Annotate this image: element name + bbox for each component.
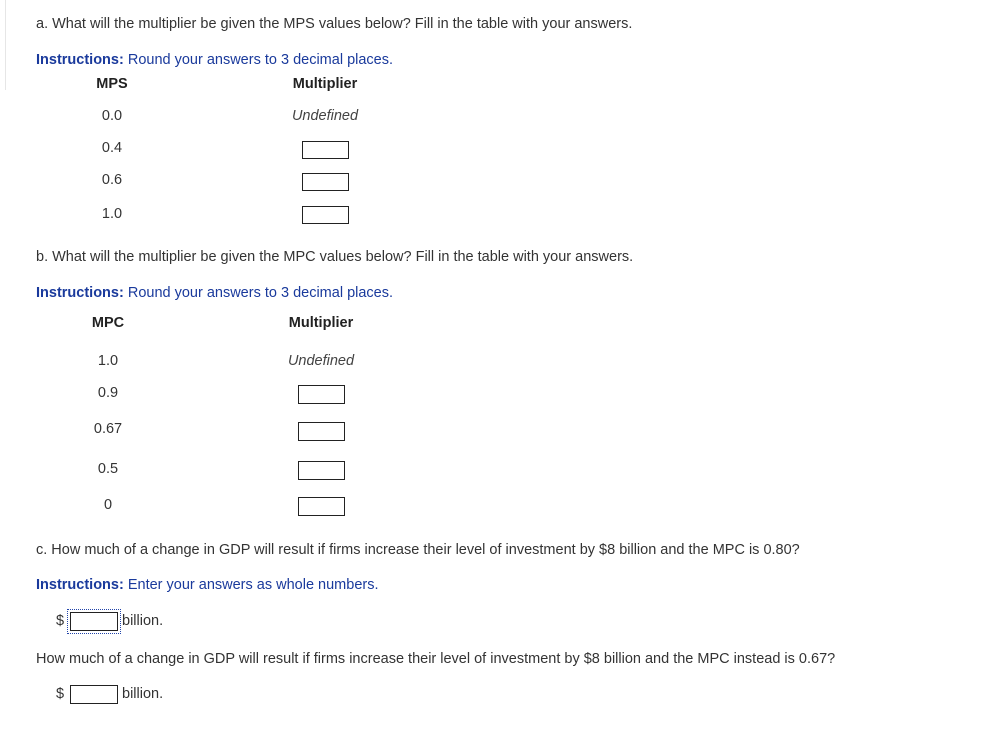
part-a-mps-value: 0.0: [101, 108, 123, 124]
part-a-instructions: [36, 52, 393, 68]
part-a-mps-value: 0.6: [101, 172, 123, 188]
part-b-mpc-header: MPC: [91, 315, 125, 331]
part-c-instructions-label: Instructions:: [36, 577, 124, 593]
part-a-undefined-text: Undefined: [291, 108, 359, 124]
part-b-question: b. What will the multiplier be given the MPC values below? Fill in the table with your answers.: [36, 249, 634, 265]
part-b-mpc-value: 0.5: [97, 461, 119, 477]
part-a-instructions-label: Instructions:: [36, 52, 124, 68]
part-c-question: c. How much of a change in GDP will result if firms increase their level of investment by $8 billion and the MPC is 0.80?: [36, 542, 800, 558]
part-b-instructions-label: Instructions:: [36, 285, 124, 301]
part-b-instructions: [36, 285, 393, 301]
part-a-multiplier-header: Multiplier: [292, 76, 358, 92]
part-a-multiplier-input[interactable]: [302, 206, 349, 224]
part-a-mps-value: 1.0: [101, 206, 123, 222]
part-b-multiplier-header: Multiplier: [288, 315, 354, 331]
part-b-instructions-text: Round your answers to 3 decimal places.: [127, 285, 394, 301]
part-b-multiplier-input[interactable]: [298, 422, 345, 441]
part-a-multiplier-input[interactable]: [302, 173, 349, 191]
unit-billion-label: billion.: [122, 686, 164, 702]
currency-symbol: $: [56, 686, 65, 702]
part-b-multiplier-input[interactable]: [298, 497, 345, 516]
part-b-mpc-value: 0.67: [93, 421, 123, 437]
currency-symbol: $: [56, 613, 65, 629]
part-c-instructions-text: Enter your answers as whole numbers.: [127, 577, 379, 593]
part-a-mps-value: 0.4: [101, 140, 123, 156]
part-c-instructions: [36, 577, 379, 593]
unit-billion-label: billion.: [122, 613, 164, 629]
part-b-mpc-value: 0: [103, 497, 113, 513]
part-b-multiplier-input[interactable]: [298, 385, 345, 404]
part-a-multiplier-input[interactable]: [302, 141, 349, 159]
left-edge-divider: [0, 0, 6, 90]
gdp-change-input-mpc-067[interactable]: [70, 685, 118, 704]
part-a-question: a. What will the multiplier be given the MPS values below? Fill in the table with your answers.: [36, 16, 633, 32]
part-a-mps-header: MPS: [96, 76, 128, 92]
part-b-mpc-value: 1.0: [97, 353, 119, 369]
part-a-instructions-text: Round your answers to 3 decimal places.: [127, 52, 394, 68]
gdp-change-input-mpc-080[interactable]: [70, 612, 118, 631]
part-c-followup-question: How much of a change in GDP will result if firms increase their level of investment by $8 billion and the MPC instead is 0.67?: [36, 651, 836, 667]
part-b-multiplier-input[interactable]: [298, 461, 345, 480]
part-b-mpc-value: 0.9: [97, 385, 119, 401]
part-b-undefined-text: Undefined: [287, 353, 355, 369]
